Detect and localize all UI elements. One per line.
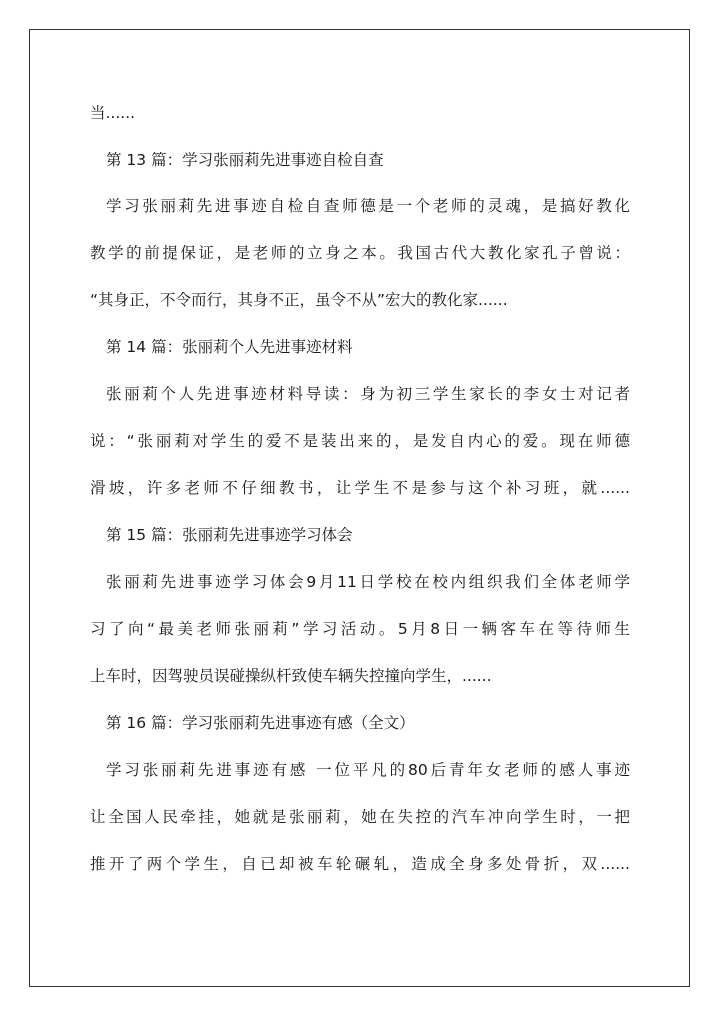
article-heading: 第 16 篇：学习张丽莉先进事迹有感（全文） [106,714,415,732]
text-line: 学习张丽莉先进事迹有感 一位平凡的80后青年女老师的感人事迹 [106,761,630,779]
text-line: 滑坡，许多老师不仔细教书，让学生不是参与这个补习班，就...... [90,479,630,497]
article-heading: 第 14 篇：张丽莉个人先进事迹材料 [106,338,353,356]
text-line: 推开了两个学生，自已却被车轮碾轧，造成全身多处骨折，双...... [90,855,630,873]
text-line: 教学的前提保证，是老师的立身之本。我国古代大教化家孔子曾说： [90,244,630,262]
text-line: 习了向“最美老师张丽莉”学习活动。5月8日一辆客车在等待师生 [90,620,630,638]
text-line: “其身正，不令而行，其身不正，虽令不从”宏大的教化家...... [90,291,508,309]
text-line: 上车时，因驾驶员误碰操纵杆致使车辆失控撞向学生，...... [90,667,492,685]
text-line: 张丽莉先进事迹学习体会9月11日学校在校内组织我们全体老师学 [106,573,630,591]
text-line: 张丽莉个人先进事迹材料导读：身为初三学生家长的李女士对记者 [106,385,630,403]
text-line: 当...... [90,104,136,122]
text-line: 让全国人民牵挂，她就是张丽莉，她在失控的汽车冲向学生时，一把 [90,808,630,826]
page-border [29,29,690,987]
text-line: 学习张丽莉先进事迹自检自查师德是一个老师的灵魂，是搞好教化 [106,197,630,215]
text-line: 说：“张丽莉对学生的爱不是装出来的，是发自内心的爱。现在师德 [90,432,630,450]
article-heading: 第 15 篇：张丽莉先进事迹学习体会 [106,526,353,544]
article-heading: 第 13 篇：学习张丽莉先进事迹自检自查 [106,151,384,169]
